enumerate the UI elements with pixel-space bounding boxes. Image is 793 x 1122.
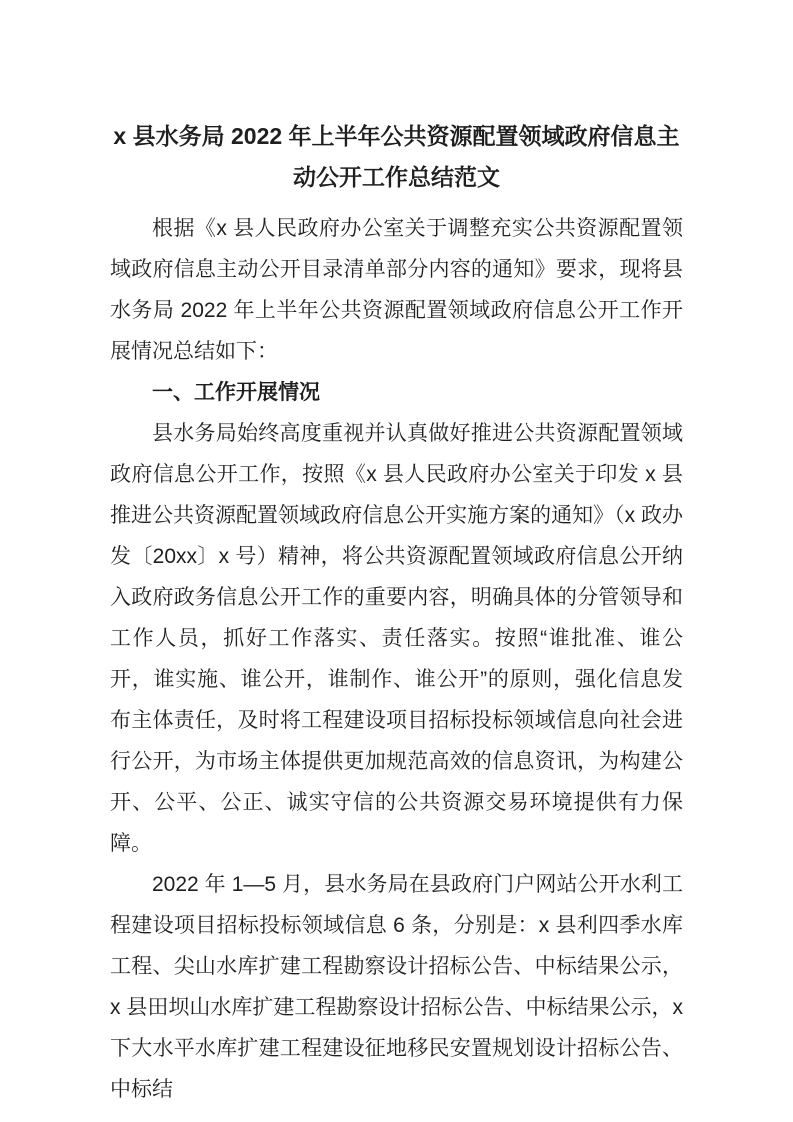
paragraph-work-overview: 县水务局始终高度重视并认真做好推进公共资源配置领域政府信息公开工作，按照《x 县人民政府办公室关于印发 x 县推进公共资源配置领域政府信息公开实施方案的通知》（x 政办发〔20xx〕x 号）精神，将公共资源配置领域政府信息公开纳入政府政务信息公开工作的重要内容，明确具体的分管领导和工作人员，抓好工作落实、责任落实。按照“谁批准、谁公开，谁实施、谁公开，谁制作、谁公开”的原则，强化信息发布主体责任，及时将工程建设项目招标投标领域信息向社会进行公开，为市场主体提供更加规范高效的信息资讯，为构建公开、公平、公正、诚实守信的公共资源交易环境提供有力保障。 bbox=[110, 422, 683, 855]
paragraph-intro: 根据《x 县人民政府办公室关于调整充实公共资源配置领域政府信息主动公开目录清单部分内容的通知》要求，现将县水务局 2022 年上半年公共资源配置领域政府信息公开工作开展情况总结如下： bbox=[110, 217, 683, 363]
section-heading-work-progress: 一、工作开展情况 bbox=[152, 381, 320, 404]
document-title: x 县水务局 2022 年上半年公共资源配置领域政府信息主动公开工作总结范文 bbox=[113, 123, 680, 190]
paragraph-disclosure-items: 2022 年 1—5 月，县水务局在县政府门户网站公开水利工程建设项目招标投标领域信息 6 条，分别是：x 县利四季水库工程、尖山水库扩建工程勘察设计招标公告、中标结果公示，x 县田坝山水库扩建工程勘察设计招标公告、中标结果公示，x 下大水平水库扩建工程建设征地移民安置规划设计招标公告、中标结 bbox=[110, 873, 683, 1101]
